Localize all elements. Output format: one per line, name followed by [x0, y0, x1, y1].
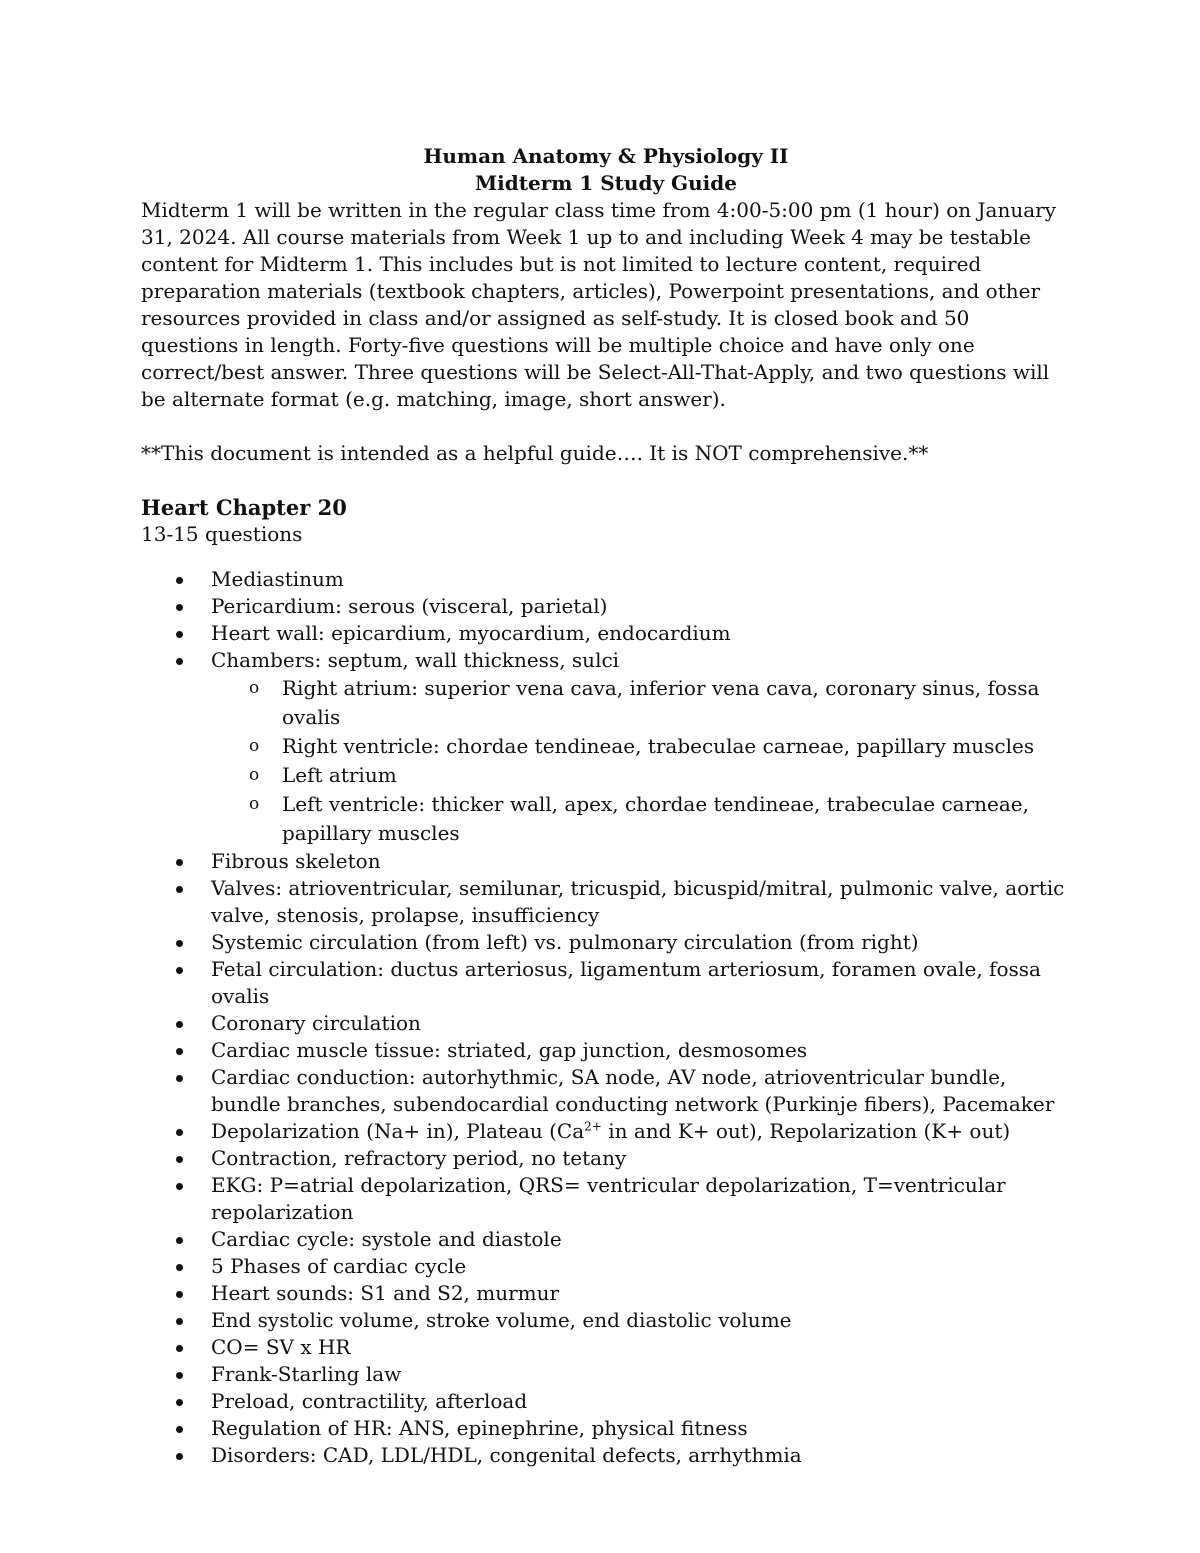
bullet-icon	[176, 577, 183, 584]
topic-item	[141, 1064, 1071, 1118]
topic-list	[141, 566, 1071, 1469]
topic-text: Heart wall: epicardium, myocardium, endocardium	[211, 621, 731, 645]
document-page	[141, 143, 1071, 1469]
sub-topic-text: Left atrium	[282, 763, 397, 787]
topic-text-continued: in and K+ out), Repolarization (K+ out)	[601, 1119, 1011, 1143]
sub-topic-list	[211, 674, 1071, 848]
sub-topic-item	[211, 674, 1071, 732]
section-title: Heart Chapter 20	[141, 495, 347, 520]
bullet-icon	[176, 1453, 183, 1460]
topic-text: Heart sounds: S1 and S2, murmur	[211, 1281, 560, 1305]
bullet-icon	[176, 886, 183, 893]
topic-item	[141, 1415, 1071, 1442]
document-header	[141, 143, 1071, 197]
topic-text: Pericardium: serous (visceral, parietal)	[211, 594, 608, 618]
topic-text: Fibrous skeleton	[211, 849, 381, 873]
topic-item	[141, 1307, 1071, 1334]
sub-topic-item	[211, 761, 1071, 790]
topic-item	[141, 848, 1071, 875]
topic-item	[141, 929, 1071, 956]
circle-bullet-icon: o	[249, 736, 260, 756]
topic-text: Cardiac muscle tissue: striated, gap junction, desmosomes	[211, 1038, 808, 1062]
topic-item	[141, 1280, 1071, 1307]
question-count: 13-15 questions	[141, 522, 303, 546]
topic-text: Coronary circulation	[211, 1011, 421, 1035]
sub-topic-text: Right atrium: superior vena cava, inferior vena cava, coronary sinus, fossa ovalis	[282, 676, 1040, 729]
topic-item	[141, 620, 1071, 647]
topic-item	[141, 1118, 1071, 1145]
bullet-icon	[176, 658, 183, 665]
topic-item	[141, 1145, 1071, 1172]
bullet-icon	[176, 1264, 183, 1271]
topic-item	[141, 1226, 1071, 1253]
document-title: Human Anatomy & Physiology II	[423, 144, 789, 168]
bullet-icon	[176, 1156, 183, 1163]
topic-item	[141, 1172, 1071, 1226]
circle-bullet-icon: o	[249, 794, 260, 814]
bullet-icon	[176, 1291, 183, 1298]
topic-text: 5 Phases of cardiac cycle	[211, 1254, 467, 1278]
topic-text: Disorders: CAD, LDL/HDL, congenital defects, arrhythmia	[211, 1443, 802, 1467]
topic-item	[141, 1442, 1071, 1469]
intro-paragraph: Midterm 1 will be written in the regular class time from 4:00-5:00 pm (1 hour) on January 31, 2024. All course materials from Week 1 up to and including Week 4 may be testable content for Midterm 1. This includes but is not limited to lecture content, required preparation materials (textbook chapters, articles), Powerpoint presentations, and other resources provided in class and/or assigned as self-study. It is closed book and 50 questions in length. Forty-five questions will be multiple choice and have only one correct/best answer. Three questions will be Select-All-That-Apply, and two questions will be alternate format (e.g. matching, image, short answer).	[141, 198, 1057, 411]
topic-text: Contraction, refractory period, no tetany	[211, 1146, 627, 1170]
topic-text: Cardiac cycle: systole and diastole	[211, 1227, 562, 1251]
bullet-icon	[176, 1372, 183, 1379]
circle-bullet-icon: o	[249, 678, 260, 698]
topic-text: Cardiac conduction: autorhythmic, SA node, AV node, atrioventricular bundle, bundle branches, subendocardial conducting network (Purkinje fibers), Pacemaker	[211, 1065, 1055, 1116]
topic-item	[141, 1037, 1071, 1064]
bullet-icon	[176, 1048, 183, 1055]
topic-item	[141, 1010, 1071, 1037]
bullet-icon	[176, 1183, 183, 1190]
circle-bullet-icon: o	[249, 765, 260, 785]
topic-text: Chambers: septum, wall thickness, sulci	[211, 648, 620, 672]
sub-topic-item	[211, 732, 1071, 761]
topic-text: Fetal circulation: ductus arteriosus, ligamentum arteriosum, foramen ovale, fossa ovalis	[211, 957, 1041, 1008]
sub-topic-text: Left ventricle: thicker wall, apex, chordae tendineae, trabeculae carneae, papillary muscles	[282, 792, 1029, 845]
bullet-icon	[176, 1318, 183, 1325]
topic-text: CO= SV x HR	[211, 1335, 351, 1359]
topic-item	[141, 1361, 1071, 1388]
bullet-icon	[176, 1345, 183, 1352]
topic-item	[141, 956, 1071, 1010]
topic-item	[141, 1334, 1071, 1361]
superscript: 2+	[584, 1119, 602, 1134]
topic-text: Regulation of HR: ANS, epinephrine, physical fitness	[211, 1416, 748, 1440]
topic-text: Frank-Starling law	[211, 1362, 402, 1386]
topic-item	[141, 566, 1071, 593]
bullet-icon	[176, 1021, 183, 1028]
disclaimer-note: **This document is intended as a helpful guide…. It is NOT comprehensive.**	[141, 441, 929, 465]
topic-text: Preload, contractility, afterload	[211, 1389, 528, 1413]
topic-item	[141, 1388, 1071, 1415]
bullet-icon	[176, 604, 183, 611]
topic-text: Depolarization (Na+ in), Plateau (Ca	[211, 1119, 585, 1143]
bullet-icon	[176, 631, 183, 638]
topic-item	[141, 875, 1071, 929]
topic-text: EKG: P=atrial depolarization, QRS= ventricular depolarization, T=ventricular repolarization	[211, 1173, 1006, 1224]
bullet-icon	[176, 940, 183, 947]
topic-text: Valves: atrioventricular, semilunar, tricuspid, bicuspid/mitral, pulmonic valve, aortic valve, stenosis, prolapse, insufficiency	[211, 876, 1065, 927]
bullet-icon	[176, 1426, 183, 1433]
topic-text: Systemic circulation (from left) vs. pulmonary circulation (from right)	[211, 930, 919, 954]
document-subtitle: Midterm 1 Study Guide	[475, 171, 737, 195]
sub-topic-text: Right ventricle: chordae tendineae, trabeculae carneae, papillary muscles	[282, 734, 1035, 758]
sub-topic-item	[211, 790, 1071, 848]
bullet-icon	[176, 1237, 183, 1244]
bullet-icon	[176, 967, 183, 974]
bullet-icon	[176, 1075, 183, 1082]
topic-item	[141, 1253, 1071, 1280]
bullet-icon	[176, 859, 183, 866]
bullet-icon	[176, 1129, 183, 1136]
topic-text: End systolic volume, stroke volume, end diastolic volume	[211, 1308, 792, 1332]
topic-item	[141, 647, 1071, 848]
topic-item	[141, 593, 1071, 620]
bullet-icon	[176, 1399, 183, 1406]
topic-text: Mediastinum	[211, 567, 344, 591]
